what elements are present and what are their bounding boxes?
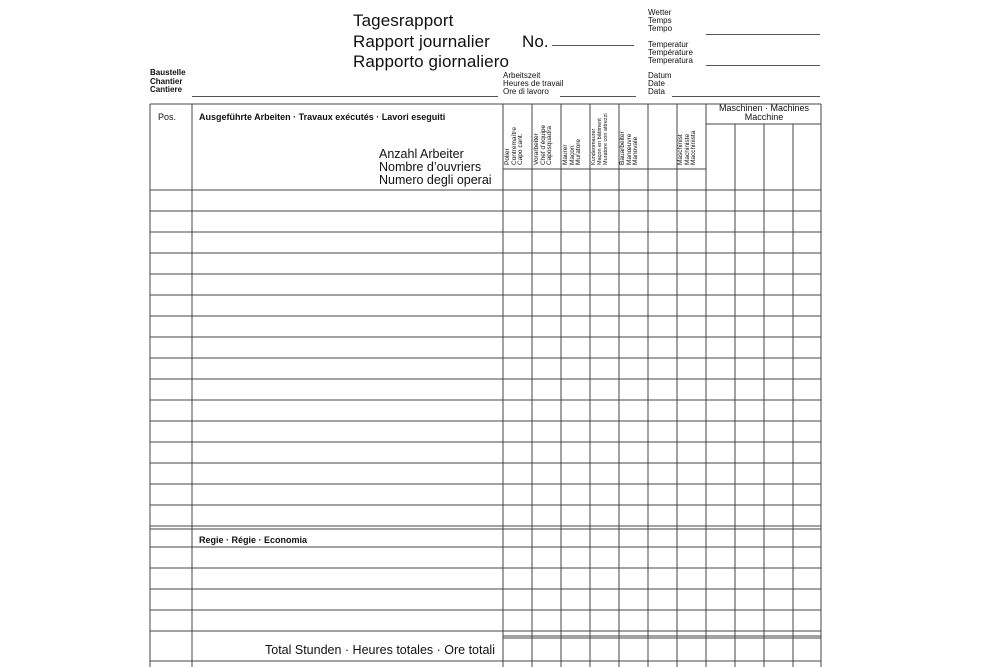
worker-col-mason: Maurer Maçon Muratore [562,138,582,165]
workers-label: Anzahl Arbeiter Nombre d’ouvriers Numero degli operai [379,147,492,187]
worker-col-building-mason: Kundenmaurer Maçon en bâtiment Muratore con attrezzi [591,113,609,165]
work-header: Ausgeführte Arbeiten · Travaux exécutés · Lavori eseguiti [199,112,446,122]
number-label: No. [522,32,549,51]
work-time-label: Arbeitszeit Heures de travail Ore di lavoro [503,71,564,96]
total-hours-label: Total Stunden · Heures totales · Ore totali [265,643,495,657]
title-fr: Rapport journalier [353,32,490,51]
worker-col-team-leader: Vorarbeiter Chef d’équipe Caposquadra [533,124,553,165]
site-label: Baustelle Chantier Cantiere [150,68,186,94]
date-label: Datum Date Data [648,71,672,96]
machines-header: Maschinen · Machines Macchine [718,103,810,122]
weather-label: Wetter Temps Tempo [648,8,673,33]
worker-col-laborer: Bauarbeiter Manœuvre Manovale [619,131,639,165]
worker-col-machinist: Maschinist Machiniste Macchinista [677,130,697,165]
worker-col-foreman: Polier Contremaître Capo cant. [504,127,524,165]
title-it: Rapporto giornaliero [353,52,510,71]
regie-label: Regie · Régie · Economia [199,535,308,545]
temperature-label: Temperatur Température Temperatura [648,40,693,65]
pos-header: Pos. [158,112,177,122]
title-de: Tagesrapport [353,11,454,30]
